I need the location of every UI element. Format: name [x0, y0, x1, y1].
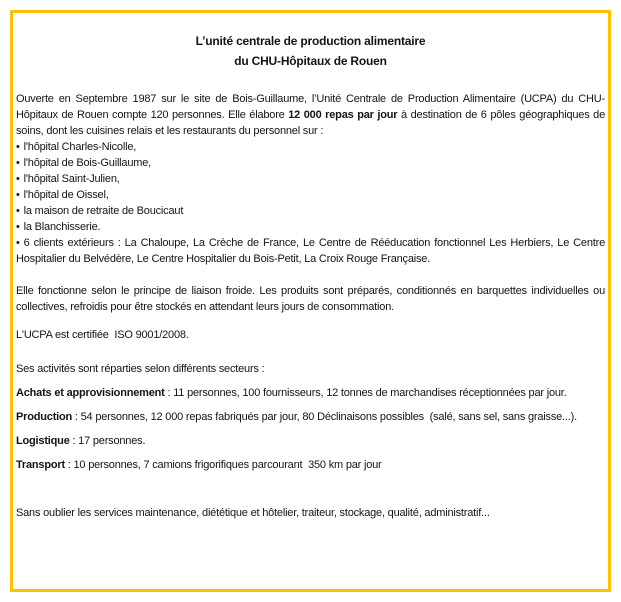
sector-logistique-detail: : 17 personnes.	[69, 435, 146, 447]
bullet-item-hopital-bois-guillaume: • l'hôpital de Bois-Guillaume,	[16, 155, 605, 171]
bullet-item-maison-retraite: • la maison de retraite de Boucicaut	[16, 203, 605, 219]
certification-line: L'UCPA est certifiée ISO 9001/2008.	[16, 329, 189, 341]
sector-logistique-label: Logistique	[16, 435, 70, 447]
bullet-item-hopital-charles-nicolle: • l'hôpital Charles-Nicolle,	[16, 139, 605, 155]
title-line-1: L’unité centrale de production alimentaire	[195, 34, 426, 48]
closing-line: Sans oublier les services maintenance, diététique et hôtelier, traiteur, stockage, qualité, administratif...	[16, 507, 490, 519]
sector-transport	[16, 453, 605, 477]
sector-achats-label: Achats et approvisionnement	[16, 387, 165, 399]
bullet-item-clients-exterieurs: • 6 clients extérieurs : La Chaloupe, La Crèche de France, Le Centre de Rééducation fonctionnel Les Herbiers, Le Centre Hospitalier du Belvédère, Le Centre Hospitalier du Bois-Petit, La Croix Rouge Française.	[16, 235, 605, 267]
intro-text-post: à destination de 6 pôles géographiques de soins, dont les cuisines relais et les restaurants du personnel sur :	[16, 109, 605, 137]
sector-transport-label: Transport	[16, 459, 65, 471]
liaison-froide-paragraph: Elle fonctionne selon le principe de liaison froide. Les produits sont préparés, conditionnés en barquettes individuelles ou collectives, refroidis pour être stockés en attendant leurs jours de consommation.	[16, 285, 605, 313]
sector-production-label: Production	[16, 411, 73, 423]
intro-text-pre: Ouverte en Septembre 1987 sur le site de Bois-Guillaume, l’Unité Centrale de Production Alimentaire (UCPA) du CHU-Hôpitaux de Rouen compte 120 personnes. Elle élabore	[16, 93, 605, 121]
sector-logistique	[16, 429, 605, 453]
title-line-2: du CHU-Hôpitaux de Rouen	[234, 54, 387, 68]
document-page	[10, 10, 611, 592]
sectors-section	[16, 357, 605, 525]
sector-achats	[16, 381, 605, 405]
sector-production	[16, 405, 605, 429]
sector-production-detail: : 54 personnes, 12 000 repas fabriqués par jour, 80 Déclinaisons possibles (salé, sans sel, sans graisse...).	[72, 411, 577, 423]
bullet-item-hopital-oissel: • l'hôpital de Oissel,	[16, 187, 605, 203]
intro-text-bold: 12 000 repas par jour	[288, 109, 398, 121]
intro-paragraph	[16, 91, 605, 139]
sites-bullet-list	[16, 139, 605, 267]
bullet-item-hopital-saint-julien: • l'hôpital Saint-Julien,	[16, 171, 605, 187]
document-title	[16, 31, 605, 71]
sectors-intro-line: Ses activités sont réparties selon différents secteurs :	[16, 363, 265, 375]
sector-transport-detail: : 10 personnes, 7 camions frigorifiques parcourant 350 km par jour	[64, 459, 382, 471]
bullet-item-blanchisserie: • la Blanchisserie.	[16, 219, 605, 235]
sector-achats-detail: : 11 personnes, 100 fournisseurs, 12 tonnes de marchandises réceptionnées par jour.	[164, 387, 567, 399]
